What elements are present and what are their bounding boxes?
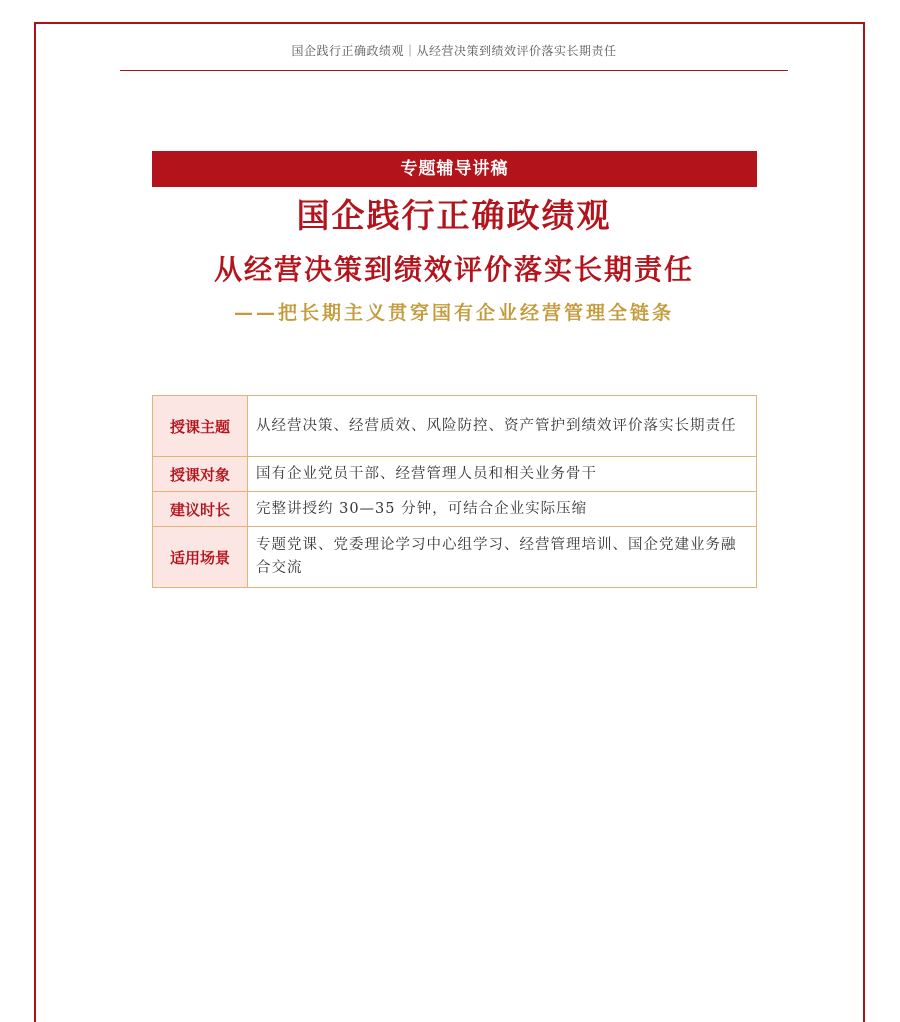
row-value-duration: 完整讲授约 30—35 分钟，可结合企业实际压缩: [248, 492, 757, 527]
main-title: 国企践行正确政绩观: [296, 196, 612, 235]
row-label-topic: 授课主题: [153, 396, 248, 457]
table-row: [153, 396, 757, 457]
info-table: [152, 395, 757, 588]
row-value-scenario: 专题党课、党委理论学习中心组学习、经营管理培训、国企党建业务融合交流: [248, 527, 757, 588]
table-row: [153, 492, 757, 527]
section-banner: 专题辅导讲稿: [152, 151, 757, 187]
running-header: 国企践行正确政绩观｜从经营决策到绩效评价落实长期责任: [291, 44, 617, 58]
table-row: [153, 457, 757, 492]
tagline: ——把长期主义贯穿国有企业经营管理全链条: [233, 302, 674, 324]
row-value-topic: 从经营决策、经营质效、风险防控、资产管护到绩效评价落实长期责任: [248, 396, 757, 457]
row-label-duration: 建议时长: [153, 492, 248, 527]
row-label-audience: 授课对象: [153, 457, 248, 492]
header-divider: [120, 70, 788, 71]
sub-title: 从经营决策到绩效评价落实长期责任: [213, 253, 694, 286]
table-row: [153, 527, 757, 588]
row-value-audience: 国有企业党员干部、经营管理人员和相关业务骨干: [248, 457, 757, 492]
row-label-scenario: 适用场景: [153, 527, 248, 588]
